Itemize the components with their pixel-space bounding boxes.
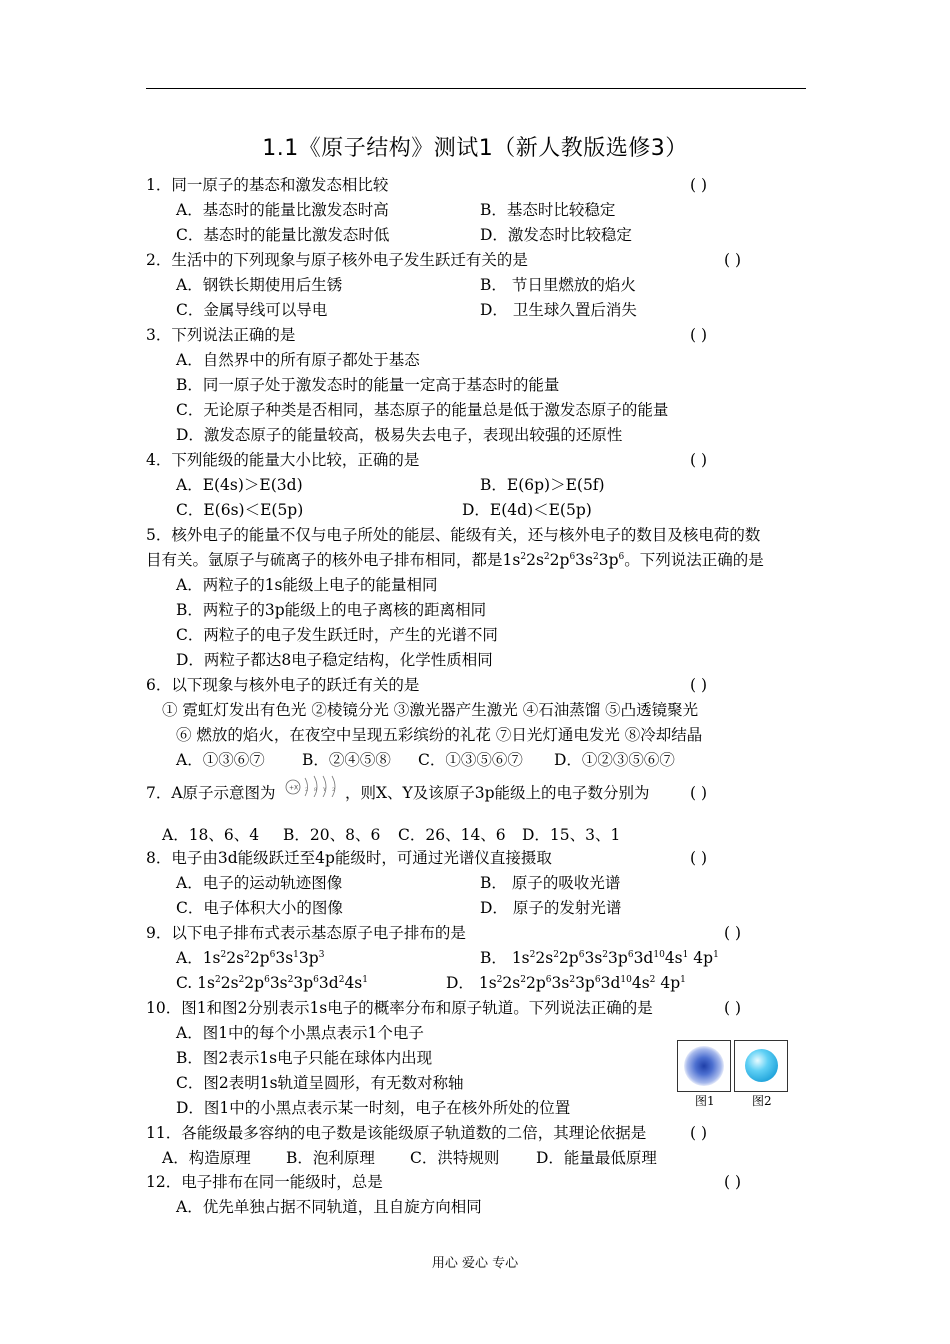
q10-option-a: A．图1中的每个小黑点表示1个电子	[176, 1024, 424, 1042]
q4-option-b: B．E(6p)＞E(5f)	[480, 476, 605, 494]
q5-option-c: C．两粒子的电子发生跃迁时，产生的光谱不同	[176, 626, 498, 644]
q8-option-b: B． 原子的吸收光谱	[480, 874, 621, 892]
q11-option-b: B．泡利原理	[286, 1149, 375, 1167]
q7-option-a: A．18、6、4	[162, 826, 260, 844]
electron-cloud-icon	[684, 1046, 724, 1086]
q2-option-c: C．金属导线可以导电	[176, 301, 328, 319]
q5-stem-line2: 目有关。氩原子与硫离子的核外电子排布相同，都是$1s^22s^22p^63s^23p^6$。下列说法正确的是	[146, 551, 764, 569]
q12-stem: 12．电子排布在同一能级时，总是	[146, 1173, 383, 1191]
q9-option-d: D． $1s^22s^22p^63s^23p^63d^{10}4s^2$ $4p^1$	[446, 974, 686, 992]
q1-stem: 1．同一原子的基态和激发态相比较	[146, 176, 389, 194]
svg-text:8: 8	[314, 787, 318, 793]
figure-2-orbital-sphere	[734, 1040, 788, 1092]
svg-text:2: 2	[332, 787, 336, 793]
figure-1-electron-cloud	[677, 1040, 731, 1092]
q1-answer-blank: ( )	[690, 176, 708, 194]
page-title: 1.1《原子结构》测试1（新人教版选修3）	[262, 136, 688, 161]
q5-option-d: D．两粒子都达8电子稳定结构，化学性质相同	[176, 651, 493, 669]
q2-answer-blank: ( )	[724, 251, 742, 269]
q7-option-c: C．26、14、6	[398, 826, 506, 844]
svg-text:2: 2	[305, 787, 309, 793]
svg-text:Y: Y	[323, 787, 327, 793]
q6-stem: 6．以下现象与核外电子的跃迁有关的是	[146, 676, 420, 694]
q7-option-d: D．15、3、1	[522, 826, 621, 844]
q8-option-c: C．电子体积大小的图像	[176, 899, 343, 917]
q6-option-c: C．①③⑤⑥⑦	[418, 751, 523, 769]
q12-answer-blank: ( )	[724, 1173, 742, 1191]
sphere-icon	[745, 1049, 778, 1082]
figure-1-caption: 图1	[695, 1094, 715, 1108]
q7-stem-end: ，则X、Y及该原子3p能级上的电子数分别为	[345, 784, 650, 802]
q6-option-d: D．①②③⑤⑥⑦	[554, 751, 675, 769]
q8-option-d: D． 原子的发射光谱	[480, 899, 622, 917]
svg-text:+X: +X	[289, 784, 299, 792]
q5-stem-line1: 5．核外电子的能量不仅与电子所处的能层、能级有关，还与核外电子的数目及核电荷的数	[146, 526, 761, 544]
q9-stem: 9．以下电子排布式表示基态原子电子排布的是	[146, 924, 466, 942]
q10-option-b: B．图2表示1s电子只能在球体内出现	[176, 1049, 433, 1067]
q8-stem: 8．电子由3d能级跃迁至4p能级时，可通过光谱仪直接摄取	[146, 849, 552, 867]
q11-option-c: C．洪特规则	[410, 1149, 500, 1167]
figure-2-caption: 图2	[752, 1094, 772, 1108]
q4-option-c: C．E(6s)＜E(5p)	[176, 501, 304, 519]
q11-stem: 11．各能级最多容纳的电子数是该能级原子轨道数的二倍，其理论依据是	[146, 1124, 647, 1142]
q1-option-a: A．基态时的能量比激发态时高	[176, 201, 389, 219]
q10-stem: 10．图1和图2分别表示1s电子的概率分布和原子轨道。下列说法正确的是	[146, 999, 653, 1017]
atom-diagram-icon	[285, 775, 343, 797]
q4-option-d: D．E(4d)＜E(5p)	[462, 501, 592, 519]
header-rule	[146, 88, 806, 89]
q10-option-d: D．图1中的小黑点表示某一时刻，电子在核外所处的位置	[176, 1099, 571, 1117]
q10-option-c: C．图2表明1s轨道呈圆形，有无数对称轴	[176, 1074, 464, 1092]
q6-answer-blank: ( )	[690, 676, 708, 694]
q5-option-b: B．两粒子的3p能级上的电子离核的距离相同	[176, 601, 487, 619]
q4-option-a: A．E(4s)＞E(3d)	[176, 476, 303, 494]
q3-option-b: B．同一原子处于激发态时的能量一定高于基态时的能量	[176, 376, 560, 394]
q3-option-d: D．激发态原子的能量较高，极易失去电子，表现出较强的还原性	[176, 426, 623, 444]
q7-answer-blank: ( )	[690, 784, 708, 802]
q4-stem: 4．下列能级的能量大小比较，正确的是	[146, 451, 420, 469]
q8-option-a: A．电子的运动轨迹图像	[176, 874, 343, 892]
q7-option-b: B．20、8、6	[283, 826, 381, 844]
q11-answer-blank: ( )	[690, 1124, 708, 1142]
q1-option-d: D．激发态时比较稳定	[480, 226, 632, 244]
q9-option-b: B． $1s^22s^22p^63s^23p^63d^{10}4s^1$ $4p^1$	[480, 949, 719, 967]
q2-option-d: D． 卫生球久置后消失	[480, 301, 637, 319]
q11-option-a: A．构造原理	[162, 1149, 251, 1167]
q7-stem-start: 7．A原子示意图为	[146, 784, 276, 802]
q3-option-c: C．无论原子种类是否相同，基态原子的能量总是低于激发态原子的能量	[176, 401, 669, 419]
q9-option-a: A．$1s^22s^22p^63s^13p^3$	[176, 949, 325, 967]
q11-option-d: D．能量最低原理	[536, 1149, 657, 1167]
q9-answer-blank: ( )	[724, 924, 742, 942]
q1-option-b: B．基态时比较稳定	[480, 201, 616, 219]
q1-option-c: C．基态时的能量比激发态时低	[176, 226, 390, 244]
q4-answer-blank: ( )	[690, 451, 708, 469]
q6-items-line2: ⑥ 燃放的焰火，在夜空中呈现五彩缤纷的礼花 ⑦日光灯通电发光 ⑧冷却结晶	[176, 726, 703, 744]
q10-answer-blank: ( )	[724, 999, 742, 1017]
q2-stem: 2．生活中的下列现象与原子核外电子发生跃迁有关的是	[146, 251, 528, 269]
q5-option-a: A．两粒子的1s能级上电子的能量相同	[176, 576, 438, 594]
q6-option-a: A．①③⑥⑦	[176, 751, 265, 769]
q8-answer-blank: ( )	[690, 849, 708, 867]
q2-option-b: B． 节日里燃放的焰火	[480, 276, 636, 294]
q6-items-line1: ① 霓虹灯发出有色光 ②棱镜分光 ③激光器产生激光 ④石油蒸馏 ⑤凸透镜聚光	[162, 701, 699, 719]
q3-stem: 3．下列说法正确的是	[146, 326, 296, 344]
page-footer: 用心 爱心 专心	[431, 1256, 519, 1271]
q9-option-c: C. $1s^22s^22p^63s^23p^63d^24s^1$	[176, 974, 368, 992]
q6-option-b: B．②④⑤⑧	[302, 751, 391, 769]
q2-option-a: A．钢铁长期使用后生锈	[176, 276, 343, 294]
q3-answer-blank: ( )	[690, 326, 708, 344]
electron-configuration: $1s^22s^22p^63s^23p^6$	[502, 551, 625, 569]
q3-option-a: A．自然界中的所有原子都处于基态	[176, 351, 420, 369]
q12-option-a: A．优先单独占据不同轨道，且自旋方向相同	[176, 1198, 482, 1216]
